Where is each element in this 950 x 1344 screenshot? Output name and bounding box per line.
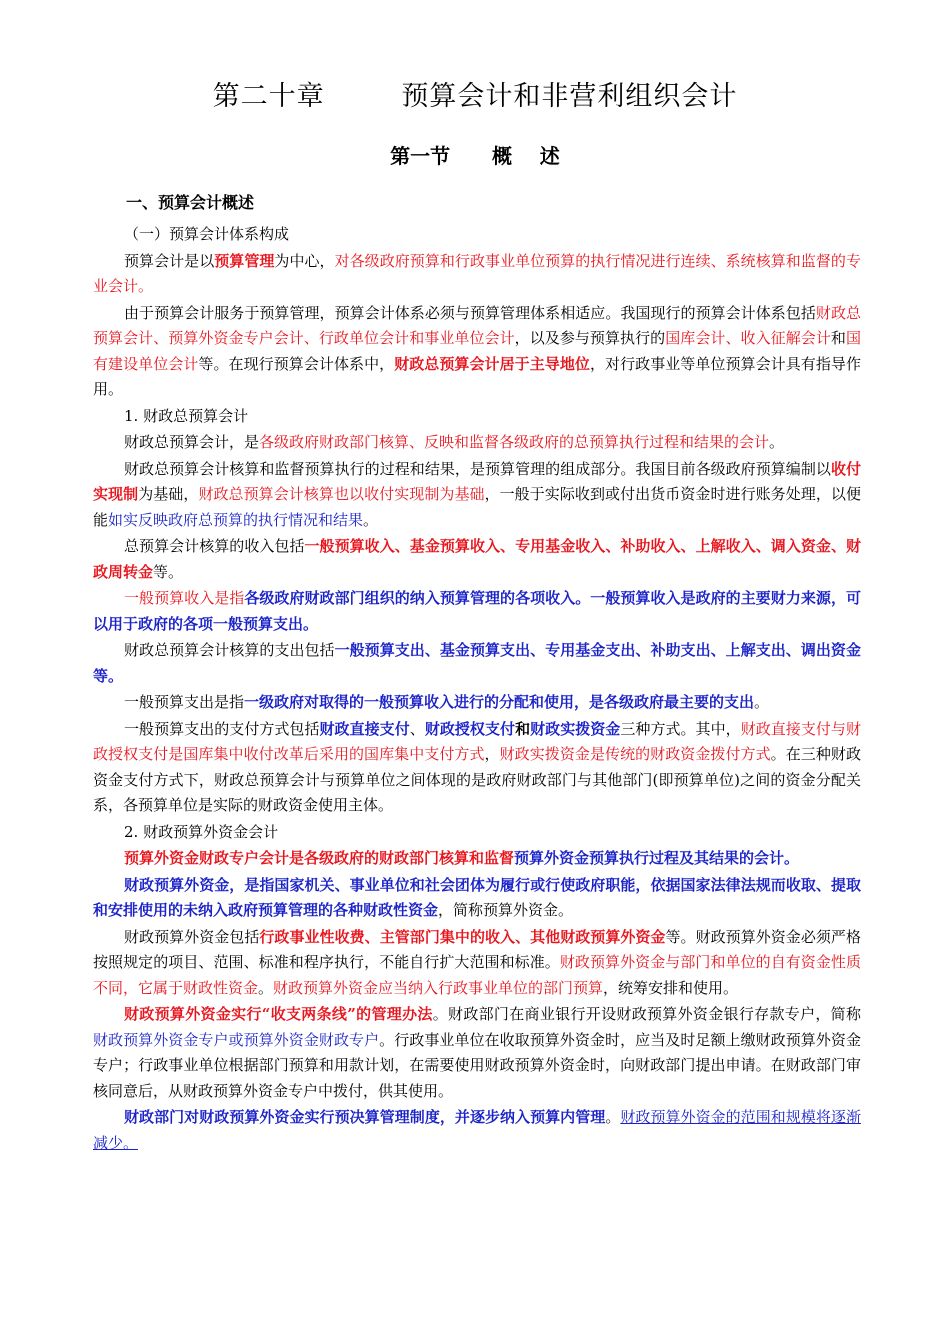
heading-1: 一、预算会计概述 [126, 193, 255, 212]
text: 。财政部门在商业银行开设财政预算外资金银行存款专户，简称 [432, 1005, 861, 1023]
text-highlight: 对各级政府预算和行政事业单位预算的执行情况进行连续、系统核算和监督的专业会计。 [93, 251, 861, 295]
text-highlight: 各级政府财政部门核算、反映和监督各级政府的总预算执行过程和结果的会计 [259, 433, 770, 451]
text-highlight: 一般预算收入是指 [124, 589, 245, 607]
text: 由于预算会计服务于预算管理，预算会计体系必须与预算管理体系相适应。我国现行的预算会计体系包括 [124, 303, 816, 322]
section-title: 第一节 概 述 [390, 144, 560, 168]
text-highlight: 一级政府对取得的一般预算收入进行的分配和使用，是各级政府最主要的支出 [244, 693, 755, 711]
text: 财政总预算会计，是 [124, 433, 260, 451]
text: 总预算会计核算的收入包括 [124, 537, 305, 555]
paragraph-9 [93, 717, 861, 819]
text: 一般预算支出的支付方式包括 [124, 719, 320, 738]
text-highlight: 财政预算外资金的范围和规模将逐渐减少。 [93, 1108, 861, 1152]
text: 等。 [153, 562, 184, 581]
text: 财政总预算会计核算和监督预算执行的过程和结果，是预算管理的组成部分。我国目前各级政府预算编制以 [124, 459, 831, 478]
text-highlight: 财政总预算会计、预算外资金专户会计、行政单位会计和事业单位会计 [93, 303, 861, 347]
text: 和 [515, 719, 531, 738]
text-highlight: 财政预算外资金应当纳入行政事业单位的部门预算 [273, 978, 604, 997]
text-highlight: 财政实拨资金 [530, 719, 621, 738]
item-2: 2. 财政预算外资金会计 [124, 822, 279, 841]
text-highlight: 财政预算外资金与部门和单位的自有资金性质不同，它属于财政性资金 [93, 953, 861, 997]
text: 。 [769, 433, 785, 451]
text-highlight: 国库会计、收入征解会计 [665, 329, 831, 347]
text-highlight: 财政预算外资金实行“收支两条线”的管理办法 [124, 1005, 433, 1023]
text-highlight: 各级政府财政部门组织的纳入预算管理的各项收入。一般预算收入是政府的主要财力来源，可以用于政府的各项一般预算支出。 [93, 589, 861, 633]
text-highlight: 财政授权支付 [424, 719, 516, 738]
text-highlight: 财政直接支付 [319, 719, 410, 738]
text-highlight: 预算外资金财政专户会计是各级政府的财政部门核算和监督 [124, 849, 515, 867]
text-highlight: 财政部门对财政预算外资金实行预决算管理制度，并逐步纳入预算内管理 [124, 1108, 606, 1126]
text-highlight: 预算外资金预算执行过程及其结果的会计。 [514, 849, 800, 867]
text-highlight: 财政总预算会计居于主导地位 [394, 354, 590, 373]
text-highlight: 财政总预算会计核算也以收付实现制为基础 [198, 485, 485, 503]
paragraph-13 [93, 1002, 861, 1104]
text-highlight: 财政预算外资金专户或预算外资金财政专户 [93, 1030, 380, 1049]
text-highlight: 行政事业性收费、主管部门集中的收入、其他财政预算外资金 [259, 927, 666, 946]
text: 为中心， [274, 251, 335, 270]
paragraph-2 [93, 301, 861, 403]
subheading-1: （一）预算会计体系构成 [124, 225, 290, 243]
document-body [93, 222, 861, 1157]
paragraph-7 [93, 638, 861, 689]
text-highlight: 一般预算收入、基金预算收入、专用基金收入、补助收入、上解收入、调入资金、财政周转金 [93, 537, 861, 581]
text: ，对行政事业等单位预算会计具有指导作用。 [93, 354, 861, 398]
paragraph-1 [93, 249, 861, 300]
text: 财政预算外资金包括 [124, 927, 260, 946]
text-highlight: 财政预算外资金，是指国家机关、事业单位和社会团体为履行或行使政府职能，依据国家法律法规而收取、提取和安排使用的未纳入政府预算管理的各种财政性资金 [93, 875, 861, 919]
paragraph-3 [93, 430, 861, 456]
paragraph-10 [93, 846, 861, 872]
paragraph-14 [93, 1105, 861, 1156]
text: 一般预算支出是指 [124, 693, 245, 711]
text-highlight: 财政实拨资金是传统的财政资金拨付方式 [499, 745, 771, 763]
paragraph-11 [93, 873, 861, 924]
item-1: 1. 财政总预算会计 [124, 406, 249, 425]
paragraph-4 [93, 457, 861, 534]
text: ，一般于实际收到或付出货币资金时进行账务处理，以便能 [93, 485, 861, 529]
text: ，以及参与预算执行的 [514, 329, 666, 347]
text: 。 [363, 510, 379, 529]
text: ，统筹安排和使用。 [603, 978, 739, 997]
text: ， [484, 745, 500, 763]
text-highlight: 收付实现制 [93, 459, 861, 503]
text: 财政总预算会计核算的支出包括 [124, 641, 335, 659]
paragraph-8 [93, 690, 861, 716]
text-highlight: 财政直接支付与财政授权支付是国库集中收付改革后采用的国库集中支付方式 [93, 719, 861, 763]
chapter-title: 第二十章 预算会计和非营利组织会计 [212, 81, 738, 112]
text-highlight: 国有建设单位会计 [93, 329, 861, 373]
text: 。在三种财政资金支付方式下，财政总预算会计与预算单位之间体现的是政府财政部门与其他部门(即预算单位)之间的资金分配关系，各预算单位是实际的财政资金使用主体。 [93, 745, 861, 814]
text: 等。财政预算外资金必须严格按照规定的项目、范围、标准和程序执行，不能自行扩大范围和标准。 [93, 927, 861, 971]
text: 。 [754, 693, 770, 711]
text-highlight: 一般预算支出、基金预算支出、专用基金支出、补助支出、上解支出、调出资金等。 [93, 641, 861, 685]
text: 。 [258, 978, 274, 997]
text: 为基础， [138, 485, 199, 503]
text: 等。在现行预算会计体系中， [198, 354, 395, 373]
paragraph-12 [93, 925, 861, 1002]
text-highlight: 如实反映政府总预算的执行情况和结果 [108, 510, 364, 529]
text: 和 [830, 329, 846, 347]
text: 三种方式。其中， [620, 719, 741, 738]
paragraph-6 [93, 586, 861, 637]
text: 预算会计是以 [124, 251, 215, 270]
text: 。 [605, 1108, 621, 1126]
paragraph-5 [93, 534, 861, 585]
text: 、 [409, 719, 425, 738]
text: 。行政事业单位在收取预算外资金时，应当及时足额上缴财政预算外资金专户；行政事业单位根据部门预算和用款计划，在需要使用财政预算外资金时，向财政部门提出申请。在财政部门审核同意后，从财政预算外资金专户中拨付，供其使用。 [93, 1030, 861, 1100]
text-highlight: 预算管理 [214, 251, 275, 270]
text: ，简称预算外资金。 [438, 901, 574, 919]
